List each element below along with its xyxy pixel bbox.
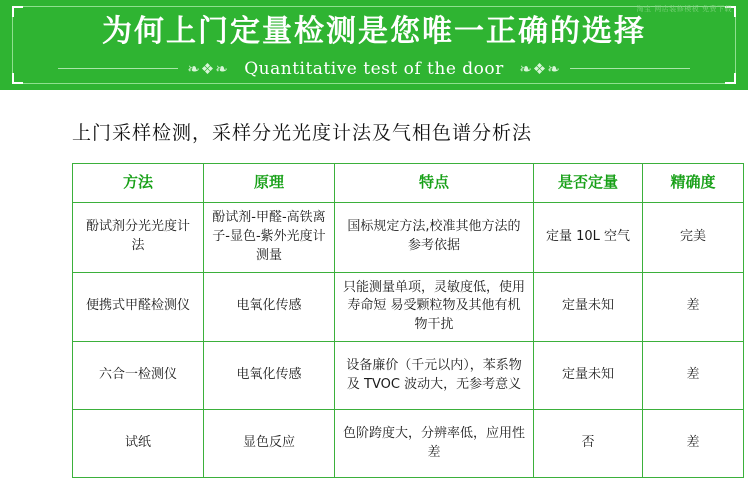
table-header-row xyxy=(73,164,744,203)
cell-feature: 只能测量单项，灵敏度低，使用寿命短 易受颗粒物及其他有机物干扰 xyxy=(335,272,534,342)
column-header-accuracy: 精确度 xyxy=(643,164,744,203)
table-row xyxy=(73,410,744,478)
comparison-table xyxy=(72,163,744,478)
cell-feature: 色阶跨度大，分辨率低，应用性差 xyxy=(335,410,534,478)
ornament-right-icon: ❧❖❧ xyxy=(519,59,561,78)
column-header-feature: 特点 xyxy=(335,164,534,203)
column-header-quantitative: 是否定量 xyxy=(534,164,643,203)
cell-principle: 显色反应 xyxy=(204,410,335,478)
cell-principle: 酚试剂-甲醛-高铁离子-显色-紫外光度计测量 xyxy=(204,203,335,273)
banner-title: 为何上门定量检测是您唯一正确的选择 xyxy=(102,14,646,49)
divider-left xyxy=(58,68,178,69)
column-header-method: 方法 xyxy=(73,164,204,203)
header-banner xyxy=(0,0,748,90)
cell-method: 酚试剂分光光度计法 xyxy=(73,203,204,273)
cell-accuracy: 差 xyxy=(643,272,744,342)
table-row xyxy=(73,203,744,273)
cell-method: 六合一检测仪 xyxy=(73,342,204,410)
cell-feature: 国标规定方法,校准其他方法的参考依据 xyxy=(335,203,534,273)
cell-method: 试纸 xyxy=(73,410,204,478)
cell-principle: 电氧化传感 xyxy=(204,272,335,342)
table-row xyxy=(73,342,744,410)
cell-quantitative: 否 xyxy=(534,410,643,478)
cell-method: 便携式甲醛检测仪 xyxy=(73,272,204,342)
column-header-principle: 原理 xyxy=(204,164,335,203)
table-body xyxy=(73,203,744,478)
divider-right xyxy=(570,68,690,69)
section-title: 上门采样检测，采样分光光度计法及气相色谱分析法 xyxy=(72,122,533,144)
cell-accuracy: 差 xyxy=(643,342,744,410)
cell-principle: 电氧化传感 xyxy=(204,342,335,410)
banner-subtitle: Quantitative test of the door xyxy=(244,58,504,79)
cell-accuracy: 差 xyxy=(643,410,744,478)
cell-quantitative: 定量未知 xyxy=(534,272,643,342)
cell-quantitative: 定量未知 xyxy=(534,342,643,410)
cell-accuracy: 完美 xyxy=(643,203,744,273)
cell-feature: 设备廉价（千元以内），苯系物及 TVOC 波动大，无参考意义 xyxy=(335,342,534,410)
watermark-text: 淘宝 网店装修模板 免费下载 xyxy=(636,5,732,13)
ornament-left-icon: ❧❖❧ xyxy=(187,59,229,78)
banner-subtitle-row xyxy=(0,58,748,79)
table-row xyxy=(73,272,744,342)
comparison-table-wrapper xyxy=(72,163,716,478)
table-header xyxy=(73,164,744,203)
cell-quantitative: 定量 10L 空气 xyxy=(534,203,643,273)
